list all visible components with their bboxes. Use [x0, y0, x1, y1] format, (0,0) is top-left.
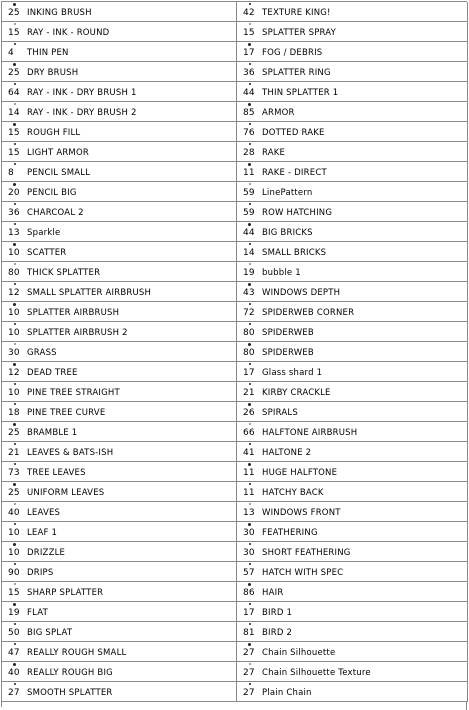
brush-tip-preview-icon [12, 582, 17, 586]
brush-size: 10 [8, 548, 20, 558]
brush-entry[interactable] [2, 262, 237, 282]
brush-size: 17 [243, 48, 255, 58]
brush-tip-preview-icon [12, 102, 17, 106]
brush-tip-preview-icon [12, 342, 17, 346]
brush-tip-preview-icon [12, 482, 17, 486]
brush-tip-preview-icon [247, 222, 252, 226]
brush-name: SPIDERWEB [262, 328, 314, 338]
brush-name: TEXTURE KING! [262, 8, 331, 18]
brush-entry[interactable] [237, 202, 468, 222]
brush-size: 25 [8, 8, 20, 18]
brush-grid [2, 2, 467, 702]
brush-size: 76 [243, 128, 255, 138]
brush-name: HATCHY BACK [262, 488, 324, 498]
brush-tip-preview-icon [12, 622, 17, 626]
brush-entry[interactable] [2, 602, 237, 622]
brush-name: Chain Silhouette Texture [262, 668, 371, 678]
brush-tip-preview-icon [247, 82, 252, 86]
brush-size: 13 [8, 228, 20, 238]
brush-tip-preview-icon [12, 462, 17, 466]
brush-size: 15 [8, 128, 20, 138]
brush-name: RAY - INK - DRY BRUSH 1 [27, 88, 137, 98]
brush-entry[interactable] [2, 362, 237, 382]
brush-size: 11 [243, 468, 255, 478]
brush-list-table [1, 1, 467, 707]
brush-name: HUGE HALFTONE [262, 468, 338, 478]
brush-entry[interactable] [237, 302, 468, 322]
brush-entry[interactable] [2, 2, 237, 22]
brush-tip-preview-icon [247, 242, 252, 246]
brush-tip-preview-icon [247, 522, 252, 526]
brush-size: 73 [8, 468, 20, 478]
brush-name: SHARP SPLATTER [27, 588, 104, 598]
brush-size: 17 [243, 368, 255, 378]
brush-tip-preview-icon [12, 542, 17, 546]
brush-size: 11 [243, 168, 255, 178]
brush-size: 40 [8, 508, 20, 518]
brush-entry[interactable] [237, 182, 468, 202]
brush-size: 42 [243, 8, 255, 18]
brush-size: 21 [8, 448, 20, 458]
brush-size: 15 [8, 588, 20, 598]
brush-name: Glass shard 1 [262, 368, 323, 378]
brush-name: SMOOTH SPLATTER [27, 688, 113, 698]
brush-name: PENCIL BIG [27, 188, 77, 198]
brush-tip-preview-icon [247, 402, 252, 406]
brush-name: FLAT [27, 608, 48, 618]
brush-size: 10 [8, 248, 20, 258]
brush-tip-preview-icon [247, 282, 252, 286]
brush-entry[interactable] [237, 82, 468, 102]
brush-entry[interactable] [2, 482, 237, 502]
brush-entry[interactable] [2, 22, 237, 42]
brush-tip-preview-icon [247, 582, 252, 586]
brush-entry[interactable] [237, 682, 468, 702]
brush-tip-preview-icon [12, 42, 17, 46]
brush-tip-preview-icon [247, 602, 252, 606]
brush-entry[interactable] [2, 162, 237, 182]
brush-entry[interactable] [237, 402, 468, 422]
brush-size: 27 [243, 648, 255, 658]
brush-entry[interactable] [2, 622, 237, 642]
brush-tip-preview-icon [12, 682, 17, 686]
brush-size: 27 [243, 688, 255, 698]
brush-size: 57 [243, 568, 255, 578]
brush-name: BIRD 2 [262, 628, 293, 638]
brush-name: SPIDERWEB [262, 348, 314, 358]
brush-entry[interactable] [2, 282, 237, 302]
brush-entry[interactable] [2, 342, 237, 362]
brush-name: LEAVES & BATS-ISH [27, 448, 114, 458]
brush-tip-preview-icon [247, 682, 252, 686]
brush-tip-preview-icon [12, 122, 17, 126]
brush-name: Sparkle [27, 228, 61, 238]
brush-entry[interactable] [2, 582, 237, 602]
brush-tip-preview-icon [12, 522, 17, 526]
brush-name: LinePattern [262, 188, 313, 198]
brush-entry[interactable] [237, 42, 468, 62]
brush-name: LEAVES [27, 508, 61, 518]
brush-entry[interactable] [2, 102, 237, 122]
brush-size: 80 [243, 348, 255, 358]
brush-name: DRY BRUSH [27, 68, 79, 78]
brush-size: 80 [8, 268, 20, 278]
brush-name: SPIDERWEB CORNER [262, 308, 355, 318]
brush-tip-preview-icon [247, 22, 252, 26]
brush-name: bubble 1 [262, 268, 301, 278]
brush-size: 28 [243, 148, 255, 158]
brush-size: 15 [243, 28, 255, 38]
brush-size: 4 [8, 48, 14, 58]
brush-tip-preview-icon [12, 442, 17, 446]
brush-name: SPLATTER RING [262, 68, 331, 78]
brush-tip-preview-icon [247, 562, 252, 566]
brush-tip-preview-icon [12, 302, 17, 306]
brush-name: UNIFORM LEAVES [27, 488, 105, 498]
brush-entry[interactable] [237, 382, 468, 402]
brush-entry[interactable] [2, 202, 237, 222]
brush-entry[interactable] [2, 522, 237, 542]
brush-entry[interactable] [237, 622, 468, 642]
brush-name: SPLATTER AIRBRUSH [27, 308, 120, 318]
brush-entry[interactable] [2, 642, 237, 662]
brush-size: 8 [8, 168, 14, 178]
brush-tip-preview-icon [12, 182, 17, 186]
brush-entry[interactable] [237, 522, 468, 542]
brush-tip-preview-icon [247, 462, 252, 466]
brush-size: 18 [8, 408, 20, 418]
brush-size: 72 [243, 308, 255, 318]
brush-entry[interactable] [237, 462, 468, 482]
brush-entry[interactable] [237, 362, 468, 382]
brush-entry[interactable] [237, 442, 468, 462]
brush-entry[interactable] [2, 222, 237, 242]
brush-name: Chain Silhouette [262, 648, 336, 658]
brush-entry[interactable] [237, 102, 468, 122]
brush-size: 17 [243, 608, 255, 618]
brush-entry[interactable] [237, 282, 468, 302]
brush-entry[interactable] [237, 62, 468, 82]
brush-entry[interactable] [2, 382, 237, 402]
brush-tip-preview-icon [247, 182, 252, 186]
brush-tip-preview-icon [247, 502, 252, 506]
brush-size: 10 [8, 328, 20, 338]
brush-size: 43 [243, 288, 255, 298]
brush-name: ARMOR [262, 108, 295, 118]
brush-size: 20 [8, 188, 20, 198]
brush-name: THICK SPLATTER [27, 268, 101, 278]
brush-entry[interactable] [237, 342, 468, 362]
brush-name: INKING BRUSH [27, 8, 92, 18]
brush-entry[interactable] [237, 22, 468, 42]
brush-name: WINDOWS DEPTH [262, 288, 341, 298]
brush-entry[interactable] [237, 242, 468, 262]
brush-tip-preview-icon [247, 422, 252, 426]
brush-entry[interactable] [2, 82, 237, 102]
brush-name: LEAF 1 [27, 528, 58, 538]
brush-tip-preview-icon [247, 642, 252, 646]
brush-tip-preview-icon [247, 2, 252, 6]
brush-tip-preview-icon [247, 482, 252, 486]
brush-name: HATCH WITH SPEC [262, 568, 344, 578]
brush-name: BIG BRICKS [262, 228, 313, 238]
brush-name: HAIR [262, 588, 284, 598]
brush-name: BIRD 1 [262, 608, 293, 618]
brush-size: 85 [243, 108, 255, 118]
brush-size: 30 [243, 528, 255, 538]
brush-size: 12 [8, 368, 20, 378]
brush-name: ROUGH FILL [27, 128, 81, 138]
brush-size: 10 [8, 388, 20, 398]
brush-tip-preview-icon [12, 422, 17, 426]
brush-tip-preview-icon [12, 402, 17, 406]
brush-entry[interactable] [237, 322, 468, 342]
brush-tip-preview-icon [247, 142, 252, 146]
brush-tip-preview-icon [247, 382, 252, 386]
brush-name: RAKE - DIRECT [262, 168, 327, 178]
brush-size: 40 [8, 668, 20, 678]
brush-tip-preview-icon [247, 622, 252, 626]
brush-tip-preview-icon [247, 262, 252, 266]
brush-tip-preview-icon [12, 502, 17, 506]
brush-entry[interactable] [237, 162, 468, 182]
brush-size: 81 [243, 628, 255, 638]
brush-size: 30 [8, 348, 20, 358]
brush-entry[interactable] [237, 482, 468, 502]
brush-entry[interactable] [2, 302, 237, 322]
brush-name: HALTONE 2 [262, 448, 312, 458]
brush-name: Plain Chain [262, 688, 312, 698]
brush-entry[interactable] [237, 602, 468, 622]
brush-tip-preview-icon [12, 62, 17, 66]
brush-tip-preview-icon [12, 662, 17, 666]
brush-name: PENCIL SMALL [27, 168, 91, 178]
brush-name: PINE TREE STRAIGHT [27, 388, 120, 398]
brush-entry[interactable] [2, 542, 237, 562]
brush-tip-preview-icon [247, 662, 252, 666]
brush-name: DOTTED RAKE [262, 128, 325, 138]
brush-size: 15 [8, 148, 20, 158]
brush-entry[interactable] [2, 562, 237, 582]
brush-name: SPLATTER SPRAY [262, 28, 337, 38]
brush-name: LIGHT ARMOR [27, 148, 89, 158]
brush-tip-preview-icon [12, 82, 17, 86]
brush-entry[interactable] [2, 242, 237, 262]
brush-entry[interactable] [237, 642, 468, 662]
brush-tip-preview-icon [247, 202, 252, 206]
brush-size: 64 [8, 88, 20, 98]
brush-tip-preview-icon [247, 442, 252, 446]
brush-name: WINDOWS FRONT [262, 508, 341, 518]
brush-entry[interactable] [237, 562, 468, 582]
brush-tip-preview-icon [247, 42, 252, 46]
brush-size: 86 [243, 588, 255, 598]
brush-name: SPIRALS [262, 408, 298, 418]
brush-tip-preview-icon [12, 642, 17, 646]
brush-tip-preview-icon [247, 342, 252, 346]
brush-tip-preview-icon [247, 302, 252, 306]
brush-size: 25 [8, 428, 20, 438]
brush-name: SPLATTER AIRBRUSH 2 [27, 328, 128, 338]
brush-tip-preview-icon [247, 362, 252, 366]
brush-tip-preview-icon [247, 62, 252, 66]
brush-name: BRAMBLE 1 [27, 428, 78, 438]
brush-tip-preview-icon [12, 162, 17, 166]
brush-size: 36 [243, 68, 255, 78]
brush-size: 21 [243, 388, 255, 398]
brush-size: 36 [8, 208, 20, 218]
brush-size: 14 [243, 248, 255, 258]
brush-entry[interactable] [2, 62, 237, 82]
brush-name: RAY - INK - DRY BRUSH 2 [27, 108, 137, 118]
brush-size: 14 [8, 108, 20, 118]
brush-size: 13 [243, 508, 255, 518]
brush-name: DRIZZLE [27, 548, 66, 558]
brush-tip-preview-icon [12, 382, 17, 386]
brush-tip-preview-icon [12, 2, 17, 6]
brush-entry[interactable] [237, 142, 468, 162]
brush-name: SMALL BRICKS [262, 248, 327, 258]
brush-name: ROW HATCHING [262, 208, 333, 218]
brush-name: GRASS [27, 348, 57, 358]
brush-size: 47 [8, 648, 20, 658]
brush-name: RAKE [262, 148, 286, 158]
brush-name: CHARCOAL 2 [27, 208, 84, 218]
brush-entry[interactable] [2, 502, 237, 522]
brush-name: KIRBY CRACKLE [262, 388, 331, 398]
brush-name: REALLY ROUGH BIG [27, 668, 113, 678]
brush-entry[interactable] [2, 462, 237, 482]
brush-name: THIN PEN [27, 48, 69, 58]
brush-entry[interactable] [2, 42, 237, 62]
brush-size: 30 [243, 548, 255, 558]
brush-tip-preview-icon [12, 602, 17, 606]
brush-name: DEAD TREE [27, 368, 78, 378]
brush-size: 66 [243, 428, 255, 438]
brush-entry[interactable] [2, 662, 237, 682]
brush-size: 44 [243, 88, 255, 98]
brush-name: DRIPS [27, 568, 54, 578]
brush-tip-preview-icon [12, 322, 17, 326]
brush-tip-preview-icon [12, 222, 17, 226]
brush-name: SHORT FEATHERING [262, 548, 351, 558]
brush-size: 27 [8, 688, 20, 698]
brush-tip-preview-icon [247, 162, 252, 166]
brush-tip-preview-icon [12, 262, 17, 266]
brush-entry[interactable] [237, 2, 468, 22]
brush-entry[interactable] [237, 122, 468, 142]
brush-tip-preview-icon [247, 322, 252, 326]
brush-name: HALFTONE AIRBRUSH [262, 428, 358, 438]
brush-entry[interactable] [237, 662, 468, 682]
brush-name: REALLY ROUGH SMALL [27, 648, 127, 658]
brush-tip-preview-icon [12, 562, 17, 566]
brush-size: 19 [243, 268, 255, 278]
brush-tip-preview-icon [12, 362, 17, 366]
brush-size: 44 [243, 228, 255, 238]
brush-size: 25 [8, 68, 20, 78]
brush-entry[interactable] [2, 322, 237, 342]
brush-entry[interactable] [237, 422, 468, 442]
brush-name: FOG / DEBRIS [262, 48, 323, 58]
brush-size: 11 [243, 488, 255, 498]
brush-size: 12 [8, 288, 20, 298]
brush-tip-preview-icon [247, 542, 252, 546]
brush-size: 59 [243, 188, 255, 198]
brush-tip-preview-icon [12, 202, 17, 206]
brush-name: RAY - INK - ROUND [27, 28, 110, 38]
table-tail [2, 702, 467, 710]
brush-tip-preview-icon [247, 102, 252, 106]
brush-entry[interactable] [2, 442, 237, 462]
brush-name: BIG SPLAT [27, 628, 73, 638]
brush-tip-preview-icon [12, 142, 17, 146]
brush-name: TREE LEAVES [27, 468, 86, 478]
brush-size: 80 [243, 328, 255, 338]
brush-tip-preview-icon [247, 122, 252, 126]
brush-size: 10 [8, 528, 20, 538]
brush-name: SCATTER [27, 248, 67, 258]
brush-size: 26 [243, 408, 255, 418]
brush-size: 90 [8, 568, 20, 578]
brush-entry[interactable] [2, 142, 237, 162]
brush-size: 59 [243, 208, 255, 218]
brush-tip-preview-icon [12, 22, 17, 26]
brush-size: 50 [8, 628, 20, 638]
brush-size: 41 [243, 448, 255, 458]
brush-entry[interactable] [237, 542, 468, 562]
brush-entry[interactable] [2, 682, 237, 702]
brush-size: 15 [8, 28, 20, 38]
brush-size: 27 [243, 668, 255, 678]
brush-entry[interactable] [2, 402, 237, 422]
brush-tip-preview-icon [12, 282, 17, 286]
brush-entry[interactable] [237, 582, 468, 602]
brush-name: FEATHERING [262, 528, 318, 538]
brush-name: PINE TREE CURVE [27, 408, 106, 418]
brush-size: 19 [8, 608, 20, 618]
brush-entry[interactable] [2, 122, 237, 142]
brush-name: SMALL SPLATTER AIRBRUSH [27, 288, 152, 298]
brush-entry[interactable] [237, 222, 468, 242]
brush-size: 10 [8, 308, 20, 318]
brush-size: 25 [8, 488, 20, 498]
brush-entry[interactable] [237, 502, 468, 522]
brush-name: THIN SPLATTER 1 [262, 88, 339, 98]
brush-tip-preview-icon [12, 242, 17, 246]
brush-entry[interactable] [2, 182, 237, 202]
brush-entry[interactable] [237, 262, 468, 282]
brush-entry[interactable] [2, 422, 237, 442]
